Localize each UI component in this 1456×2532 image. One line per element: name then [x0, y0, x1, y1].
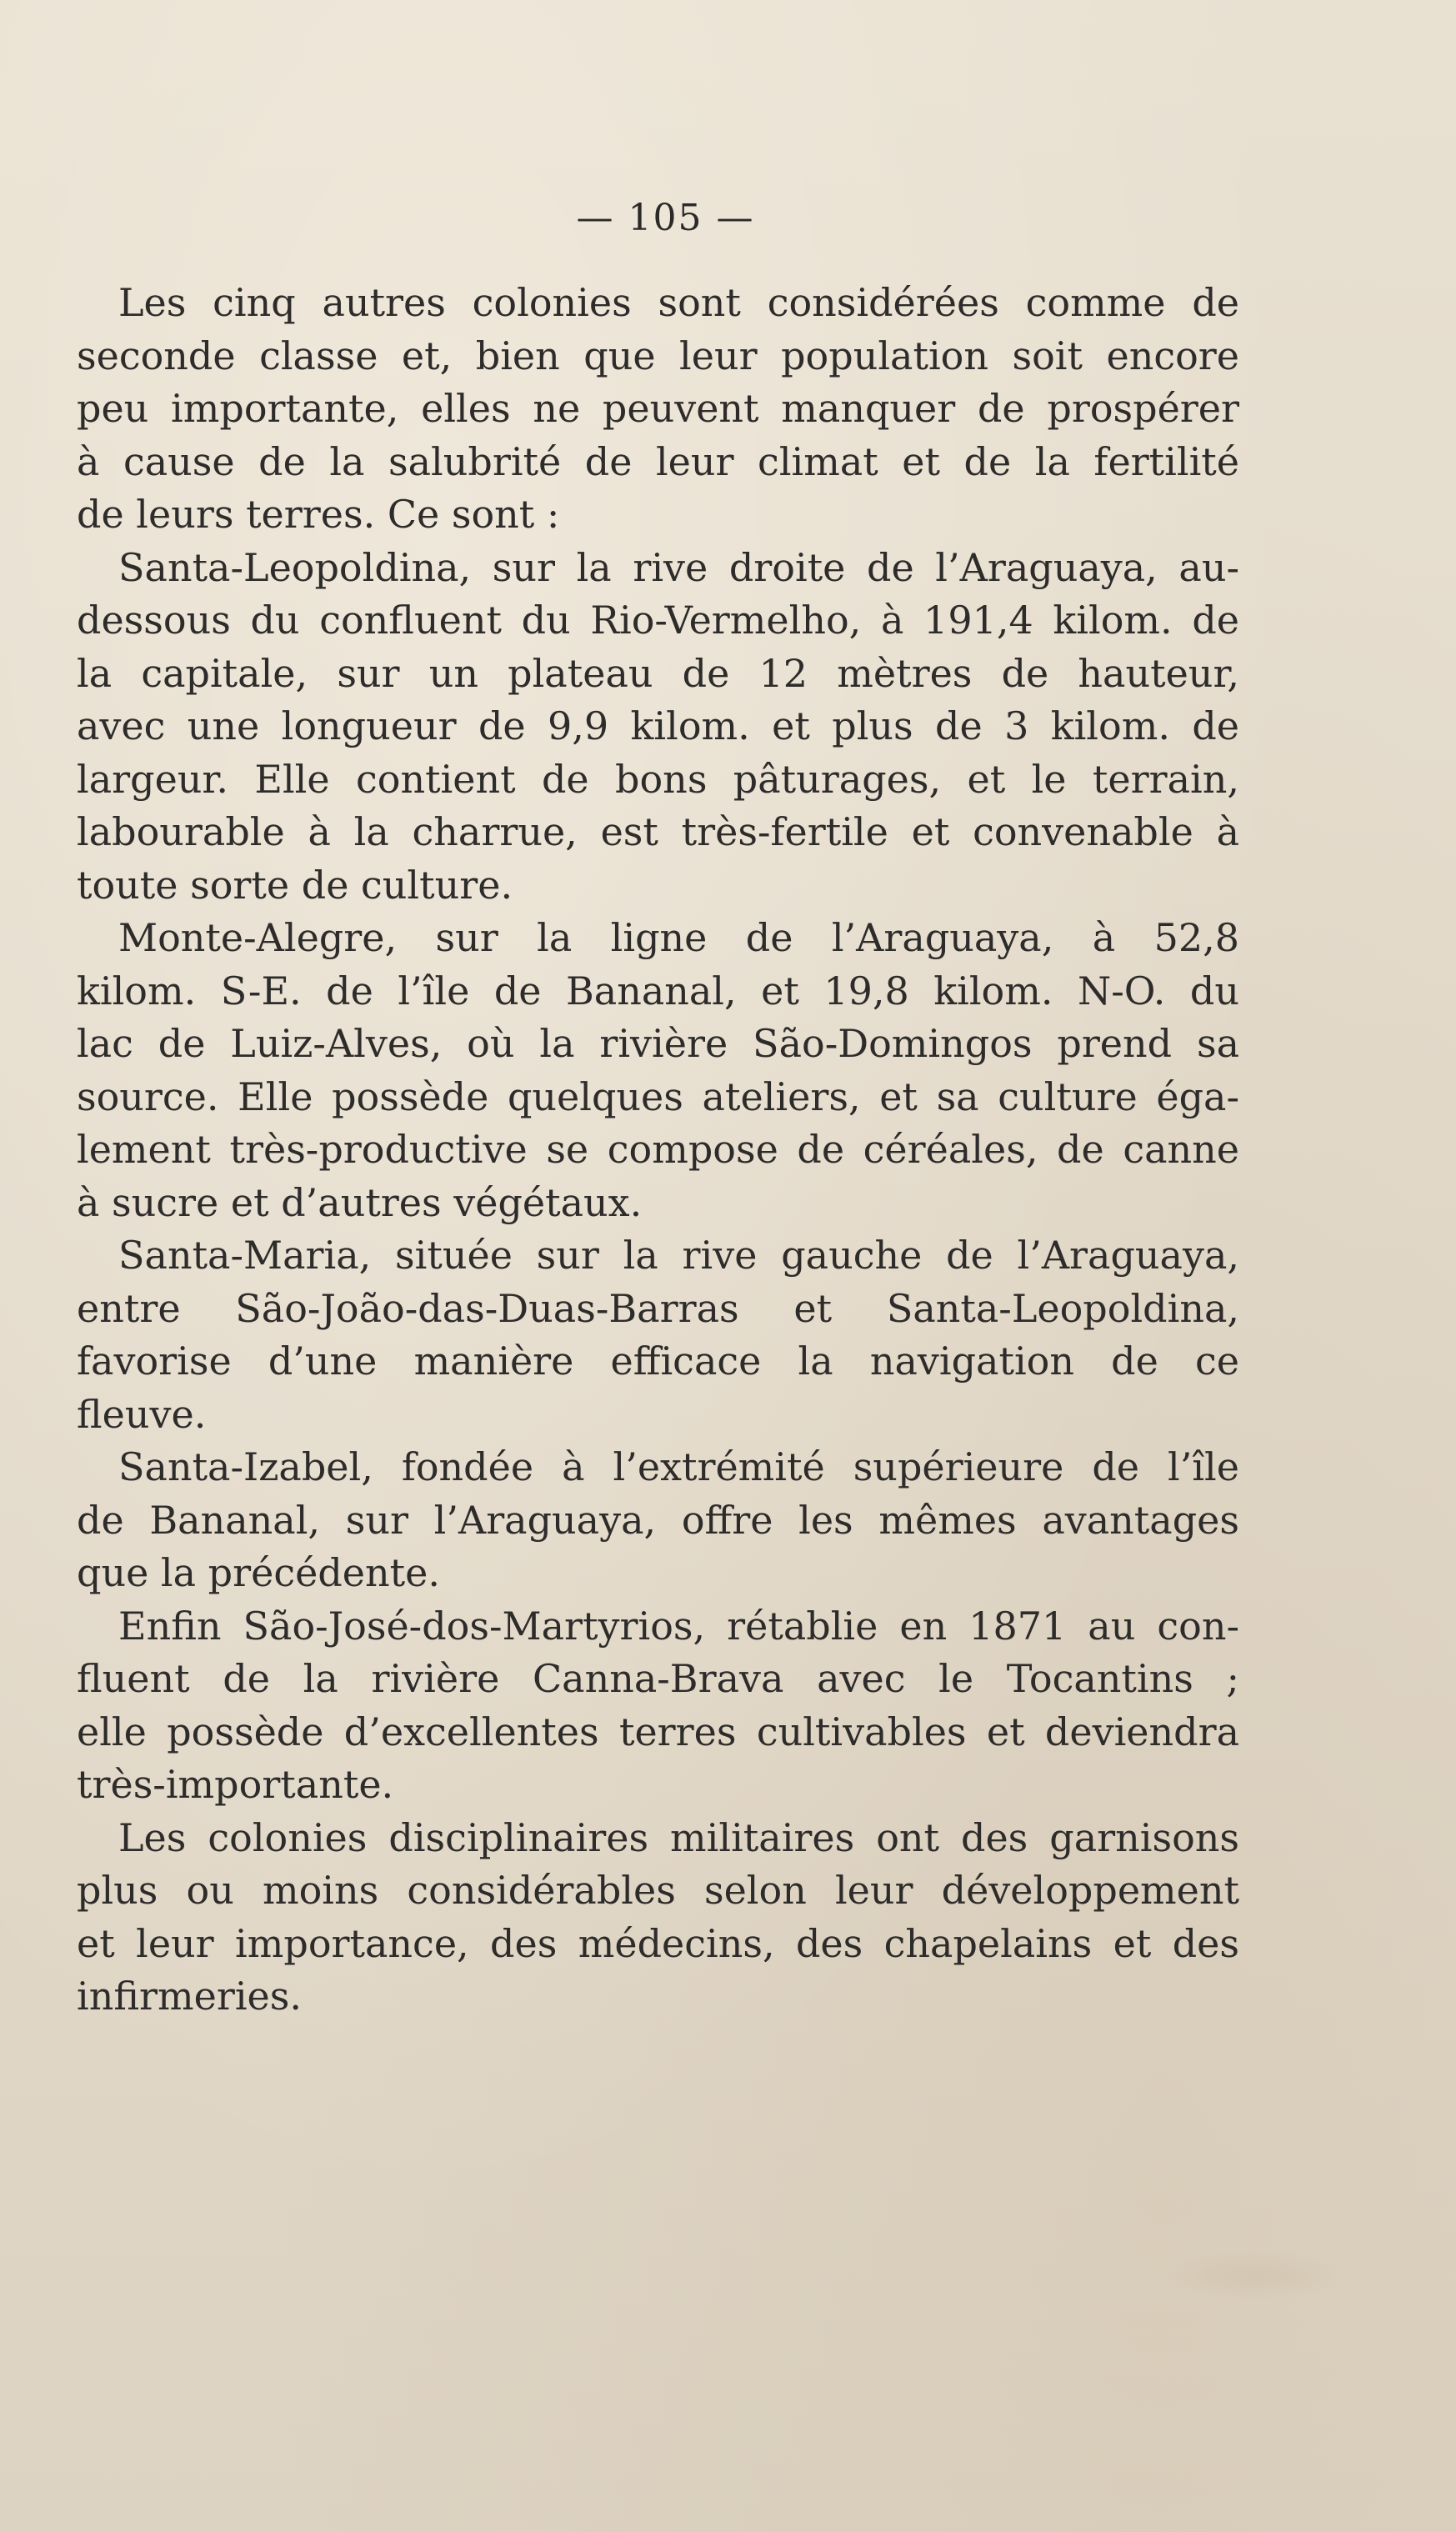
text-line: très-importante.: [77, 1762, 394, 1807]
text-line: kilom. S-E. de l’île de Bananal, et 19,8 kilom. N-O. du: [77, 968, 1239, 1013]
text-line: que la précédente.: [77, 1550, 440, 1595]
text-line: elle possède d’excellentes terres cultivables et deviendra: [77, 1709, 1239, 1754]
text-line: à sucre et d’autres végétaux.: [77, 1179, 643, 1225]
text-line: entre São-João-das-Duas-Barras et Santa-Leopoldina,: [77, 1285, 1239, 1331]
paragraph-sao-jose: [77, 1600, 1239, 1812]
text-line: labourable à la charrue, est très-fertile et convenable à: [77, 809, 1239, 854]
text-line: de leurs terres. Ce sont :: [77, 492, 560, 537]
text-line: lement très-productive se compose de céréales, de canne: [77, 1127, 1239, 1172]
text-line: fluent de la rivière Canna-Brava avec le Tocantins ;: [77, 1656, 1239, 1701]
text-line: source. Elle possède quelques ateliers, et sa culture éga-: [77, 1073, 1239, 1119]
paragraph-intro: [77, 277, 1239, 542]
paragraph-santa-leopoldina: [77, 542, 1239, 913]
text-line: infirmeries.: [77, 1974, 303, 2019]
text-line: toute sorte de culture.: [77, 862, 513, 908]
text-line: favorise d’une manière efficace la navigation de ce: [77, 1339, 1239, 1384]
body-text: [77, 277, 1239, 2024]
text-line: Les cinq autres colonies sont considérées comme de: [118, 280, 1239, 325]
text-line: de Bananal, sur l’Araguaya, offre les mêmes avantages: [77, 1497, 1239, 1543]
text-line: peu importante, elles ne peuvent manquer de prospérer: [77, 386, 1239, 431]
text-line: avec une longueur de 9,9 kilom. et plus de 3 kilom. de: [77, 703, 1239, 748]
text-line: lac de Luiz-Alves, où la rivière São-Domingos prend sa: [77, 1021, 1239, 1066]
text-line: à cause de la salubrité de leur climat et de la fertilité: [77, 438, 1239, 484]
text-line: fleuve.: [77, 1391, 207, 1437]
text-line: Enfin São-José-dos-Martyrios, rétablie en 1871 au con-: [118, 1603, 1239, 1649]
text-line: Les colonies disciplinaires militaires ont des garnisons: [118, 1814, 1239, 1860]
text-line: dessous du confluent du Rio-Vermelho, à 191,4 kilom. de: [77, 598, 1239, 643]
text-line: Santa-Maria, située sur la rive gauche de l’Araguaya,: [118, 1233, 1239, 1278]
text-line: Santa-Leopoldina, sur la rive droite de l’Araguaya, au-: [118, 544, 1239, 590]
text-line: seconde classe et, bien que leur population soit encore: [77, 333, 1239, 378]
paragraph-monte-alegre: [77, 912, 1239, 1229]
text-line: largeur. Elle contient de bons pâturages, et le terrain,: [77, 756, 1239, 802]
text-line: la capitale, sur un plateau de 12 mètres de hauteur,: [77, 650, 1239, 696]
paragraph-santa-izabel: [77, 1441, 1239, 1600]
page-number: — 105 —: [576, 197, 755, 239]
paragraph-disciplinary-colonies: [77, 1812, 1239, 2024]
paragraph-santa-maria: [77, 1229, 1239, 1441]
paper-stain: [1164, 2250, 1348, 2300]
text-line: et leur importance, des médecins, des chapelains et des: [77, 1920, 1239, 1966]
text-line: Santa-Izabel, fondée à l’extrémité supérieure de l’île: [118, 1444, 1239, 1489]
text-line: Monte-Alegre, sur la ligne de l’Araguaya, à 52,8: [118, 915, 1239, 960]
text-line: plus ou moins considérables selon leur développement: [77, 1868, 1239, 1913]
